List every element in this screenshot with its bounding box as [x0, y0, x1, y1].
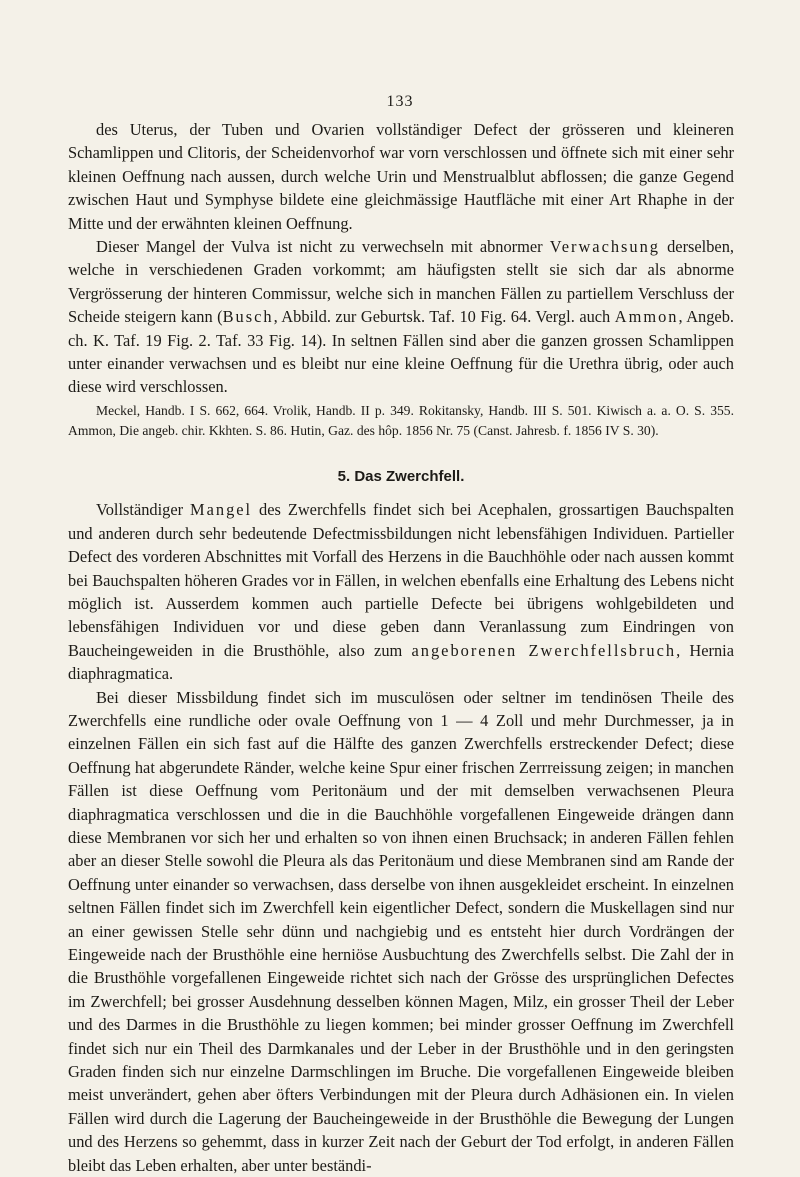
- author-ammon: Ammon: [614, 307, 679, 327]
- paragraph-vulva-verwachsung: [68, 235, 734, 399]
- emphasis-zwerchfellsbruch: angeborenen Zwerchfellsbruch: [411, 640, 677, 660]
- text-run: Vollständiger: [96, 500, 191, 520]
- text-run: des Zwerchfells findet sich bei Acephalen, grossartigen Bauchspalten und anderen durch sehr bedeutende Defectmissbildungen nicht lebensfähigen Individuen. Partieller Defect des vorderen Abschnittes mit Vorfall des Herzens in die Bauchhöhle oder nach aussen kommt bei Bauchspalten höheren Grades vor in Fällen, in welchen ebenfalls eine Erhaltung des Lebens nicht möglich ist. Ausserdem kommen auch partielle Defecte bei übrigens wohlgebildeten und lebensfähigen Individuen vor und diese geben dann Veranlassung zum Eindringen von Baucheingeweiden in die Brusthöhle, also zum: [68, 500, 734, 660]
- text-run: , Abbild. zur Geburtsk. Taf. 10 Fig. 64. Vergl. auch: [273, 307, 615, 327]
- emphasis-verwachsung: Verwachsung: [549, 237, 661, 257]
- paragraph-mangel-zwerchfell: [68, 498, 734, 685]
- references: Meckel, Handb. I S. 662, 664. Vrolik, Handb. II p. 349. Rokitansky, Handb. III S. 501. Kiwisch a. a. O. S. 355. Ammon, Die angeb. chir. Kkhten. S. 86. Hutin, Gaz. des hôp. 1856 Nr. 75 (Canst. Jahresb. f. 1856 IV S. 30).: [68, 402, 734, 439]
- section-heading: 5. Das Zwerchfell.: [337, 467, 465, 485]
- text-run: , Hernia diaphragmatica.: [68, 640, 735, 684]
- author-busch: Busch: [222, 307, 274, 327]
- text-run: Dieser Mangel der Vulva ist nicht zu verwechseln mit abnormer: [96, 237, 550, 257]
- text-run: , Angeb. ch. K. Taf. 19 Fig. 2. Taf. 33 Fig. 14). In seltnen Fällen sind aber die ganzen grossen Schamlippen unter einander verwachsen und es bleibt nur eine kleine Oeffnung für die Urethra übrig, oder auch diese wird verschlossen.: [68, 307, 734, 397]
- body-text: [68, 118, 734, 1177]
- paragraph-uterus-defect: des Uterus, der Tuben und Ovarien vollständiger Defect der grösseren und kleineren Schamlippen und Clitoris, der Scheidenvorhof war vorn verschlossen und öffnete sich mit einer sehr kleinen Oeffnung nach aussen, durch welche Urin und Menstrualblut abflossen; die ganze Gegend zwischen Haut und Symphyse bildete eine gleichmässige Hautfläche mit einer Art Rhaphe in der Mitte und der erwähnten kleinen Oeffnung.: [68, 120, 734, 233]
- paragraph-missbildung: Bei dieser Missbildung findet sich im musculösen oder seltner im tendinösen Theile des Zwerchfells eine rundliche oder ovale Oeffnung von 1 — 4 Zoll und mehr Durchmesser, ja in einzelnen Fällen ein sich fast auf die Hälfte des ganzen Zwerchfells erstreckender Defect; diese Oeffnung hat abgerundete Ränder, welche keine Spur einer frischen Zerrreissung zeigen; in manchen Fällen ist diese Oeffnung vom Peritonäum und der mit demselben verwachsenen Pleura diaphragmatica verschlossen und die in die Bauchhöhle vorgefallenen Eingeweide drängen dann diese Membranen vor sich her und erhalten so von ihnen einen Bruchsack; in anderen Fällen fehlen aber an dieser Stelle sowohl die Pleura als das Peritonäum und diese Membranen sind am Rande der Oeffnung unter einander so verwachsen, dass derselbe von ihnen ausgekleidet erscheint. In einzelnen seltnen Fällen findet sich im Zwerchfell kein eigentlicher Defect, sondern die Muskellagen sind nur an einer gewissen Stelle sehr dünn und nachgiebig und es entsteht hier durch Vordrängen der Eingeweide nach der Brusthöhle eine herniöse Ausbuchtung des Zwerchfells selbst. Die Zahl der in die Brusthöhle vorgefallenen Eingeweide richtet sich nach der Grösse des ursprünglichen Defectes im Zwerchfell; bei grosser Ausdehnung desselben können Magen, Milz, ein grosser Theil der Leber und des Darmes in die Brusthöhle zu liegen kommen; bei minder grosser Oeffnung im Zwerchfell findet sich nur ein Theil des Darmkanales und der Leber in der Brusthöhle und in den geringsten Graden finden sich nur einzelne Darmschlingen im Bruche. Die vorgefallenen Eingeweide bleiben meist unverändert, gehen aber öfters Verbindungen mit der Pleura durch Adhäsionen ein. In vielen Fällen wird durch die Lagerung der Baucheingeweide in der Brusthöhle die Bewegung der Lungen und des Herzens so gehemmt, dass in kurzer Zeit nach der Geburt der Tod erfolgt, in anderen Fällen bleibt das Leben erhalten, aber unter beständi-: [68, 687, 734, 1175]
- page-number: 133: [386, 93, 414, 110]
- text-run: derselben, welche in verschiedenen Graden vorkommt; am häufigsten stellt sie sich dar als abnorme Vergrösserung der hinteren Commissur, welche sich in manchen Fällen zu partiellem Verschluss der Scheide steigern kann (: [68, 237, 734, 327]
- emphasis-mangel: Mangel: [190, 500, 253, 520]
